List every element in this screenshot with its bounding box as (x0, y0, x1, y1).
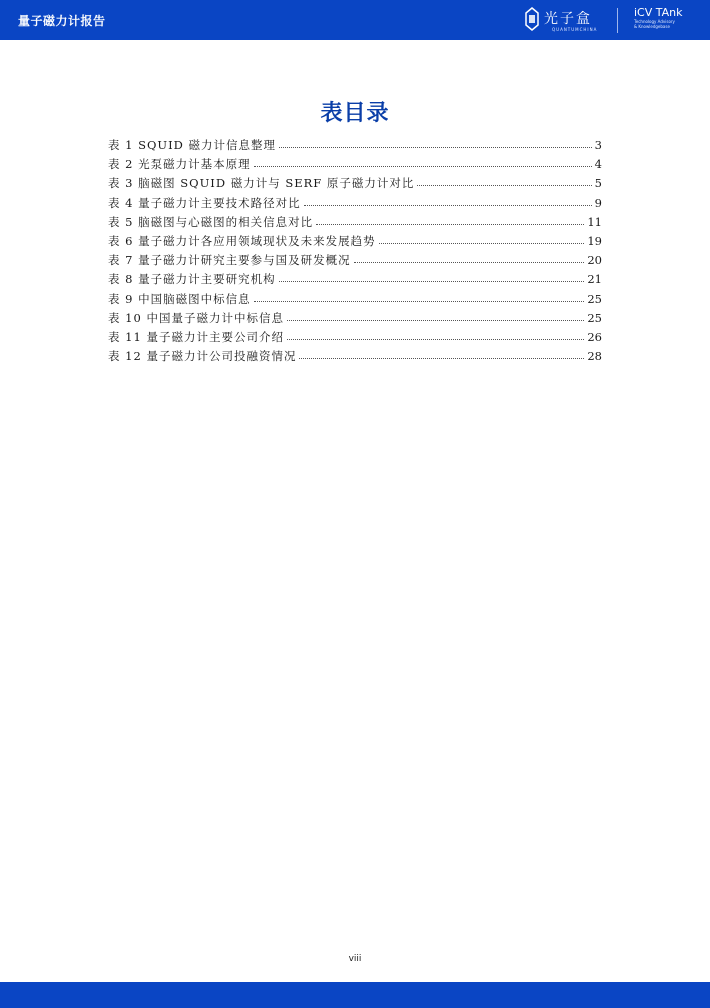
toc-entry[interactable] (108, 309, 602, 328)
toc-entry[interactable] (108, 174, 602, 193)
toc-entry-label: 表 5 脑磁图与心磁图的相关信息对比 (108, 214, 314, 229)
toc-entry-label: 表 4 量子磁力计主要技术路径对比 (108, 195, 301, 210)
toc-entry-label: 表 7 量子磁力计研究主要参与国及研发概况 (108, 253, 351, 268)
dot-leader (254, 166, 592, 167)
logo-mark-icon (524, 7, 540, 31)
dot-leader (379, 243, 585, 244)
dot-leader (279, 147, 592, 148)
toc-entry-page: 19 (587, 233, 602, 248)
dot-leader (417, 185, 591, 186)
toc-entry[interactable] (108, 155, 602, 174)
dot-leader (354, 262, 585, 263)
toc-entry-label: 表 9 中国脑磁图中标信息 (108, 291, 251, 306)
toc-entry[interactable] (108, 213, 602, 232)
icv-tank-logo (634, 6, 683, 29)
page-number: viii (348, 954, 362, 964)
dot-leader (316, 224, 584, 225)
dot-leader (287, 320, 584, 321)
page-footer-bar (0, 982, 710, 1008)
dot-leader (279, 281, 585, 282)
toc-entry-page: 25 (587, 291, 602, 306)
logo-secondary-name: iCV TAnk (634, 6, 683, 19)
table-of-contents-title: 表目录 (320, 100, 390, 126)
toc-entry-label: 表 10 中国量子磁力计中标信息 (108, 310, 284, 325)
toc-entry-label: 表 2 光泵磁力计基本原理 (108, 157, 251, 172)
toc-entry-label: 表 6 量子磁力计各应用领域现状及未来发展趋势 (108, 233, 376, 248)
logo-secondary-subtext-2: & Knowledgebase (634, 24, 670, 29)
logo-divider (617, 8, 618, 33)
dot-leader (304, 205, 592, 206)
toc-entry-page: 3 (594, 138, 602, 152)
dot-leader (299, 358, 584, 359)
toc-entry-page: 26 (587, 329, 602, 344)
toc-entry-page: 5 (594, 176, 602, 191)
toc-entry-page: 4 (594, 157, 602, 172)
dot-leader (254, 301, 585, 302)
table-list (108, 136, 602, 366)
page-header (0, 0, 710, 40)
toc-entry-page: 25 (587, 310, 602, 325)
toc-entry-page: 11 (587, 214, 602, 229)
dot-leader (287, 339, 584, 340)
toc-entry-label: 表 8 量子磁力计主要研究机构 (108, 272, 276, 287)
toc-entry-label: 表 12 量子磁力计公司投融资情况 (108, 349, 297, 364)
logo-primary-text: 光子盒 (544, 11, 592, 27)
toc-entry-page: 28 (587, 349, 602, 364)
toc-entry[interactable] (108, 270, 602, 289)
logo-primary-subtext: QUANTUMCHINA (552, 27, 598, 32)
toc-entry[interactable] (108, 251, 602, 270)
toc-entry[interactable] (108, 136, 602, 155)
toc-entry-page: 20 (587, 253, 602, 268)
toc-entry-label: 表 1 SQUID 磁力计信息整理 (108, 138, 277, 152)
logo-secondary-subtext-1: Technology Advisory (634, 19, 675, 24)
toc-entry[interactable] (108, 194, 602, 213)
toc-entry-page: 9 (594, 195, 602, 210)
toc-entry-page: 21 (587, 272, 602, 287)
toc-entry[interactable] (108, 347, 602, 366)
toc-entry[interactable] (108, 290, 602, 309)
toc-entry[interactable] (108, 328, 602, 347)
toc-entry-label: 表 11 量子磁力计主要公司介绍 (108, 329, 284, 344)
toc-entry-label: 表 3 脑磁图 SQUID 磁力计与 SERF 原子磁力计对比 (108, 176, 415, 191)
toc-entry[interactable] (108, 232, 602, 251)
report-title: 量子磁力计报告 (18, 14, 106, 28)
